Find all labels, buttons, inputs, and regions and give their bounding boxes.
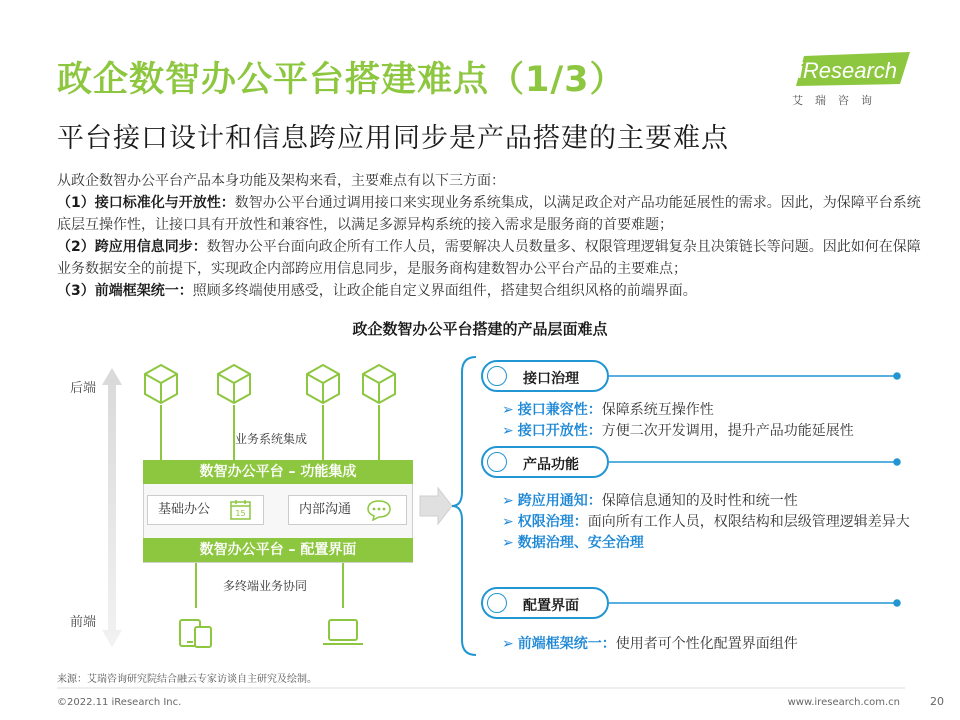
calendar-icon bbox=[230, 499, 252, 521]
bullet-key: 跨应用通知： bbox=[517, 493, 602, 509]
axis-top-label: 后端 bbox=[70, 381, 97, 396]
bullet-key: 权限治理： bbox=[517, 514, 588, 530]
page-subtitle: 平台接口设计和信息跨应用同步是产品搭建的主要难点 bbox=[57, 123, 729, 154]
section-pill-interface-governance bbox=[481, 360, 609, 392]
arrow-icon: ➢ bbox=[502, 636, 514, 652]
bullet-text: 保障系统互操作性 bbox=[601, 402, 714, 418]
list-item bbox=[502, 512, 912, 533]
arrow-icon: ➢ bbox=[502, 514, 514, 530]
section-bullets-config bbox=[502, 634, 922, 655]
intro-point-1-text: 数智办公平台通过调用接口来实现业务系统集成，以满足政企对产品功能延展性的需求。因此，为保障平台系统底层互操作性，让接口具有开放性和兼容性，以满足多源异构系统的接入需求是服务商的首要难题； bbox=[57, 195, 921, 233]
band-function-integration: 数智办公平台 – 功能集成 bbox=[143, 460, 413, 484]
list-item bbox=[502, 634, 922, 655]
list-item bbox=[502, 533, 912, 554]
section-pill-product-function bbox=[481, 446, 609, 478]
logo-text: iResearch bbox=[798, 58, 898, 83]
page-title: 政企数智办公平台搭建难点（1/3） bbox=[57, 60, 626, 100]
pill-circle-icon bbox=[487, 593, 507, 613]
arrow-icon: ➢ bbox=[502, 535, 514, 551]
diagram-title: 政企数智办公平台搭建的产品层面难点 bbox=[352, 320, 608, 338]
copyright: ©2022.11 iResearch Inc. bbox=[57, 697, 182, 708]
right-arrow-icon bbox=[420, 488, 452, 524]
cube-icon bbox=[145, 365, 177, 403]
arrow-icon: ➢ bbox=[502, 493, 514, 509]
pill-circle-icon bbox=[487, 366, 507, 386]
intro-point-2-text: 数智办公平台面向政企所有工作人员，需要解决人员数量多、权限管理逻辑复杂且决策链长等问题。因此如何在保障业务数据安全的前提下，实现政企内部跨应用信息同步，是服务商构建数智办公平台产品的主要难点； bbox=[57, 239, 921, 277]
list-item bbox=[502, 400, 922, 421]
bracket bbox=[452, 357, 476, 655]
multi-terminal-label: 多终端业务协同 bbox=[223, 579, 308, 593]
arrow-icon: ➢ bbox=[502, 423, 514, 439]
bullet-key: 前端框架统一： bbox=[517, 636, 616, 652]
bullet-key: 接口兼容性： bbox=[517, 402, 602, 418]
logo-cn-text: 艾瑞咨询 bbox=[792, 94, 884, 107]
bullet-text: 保障信息通知的及时性和统一性 bbox=[601, 493, 798, 509]
intro-point-3-key: （3）前端框架统一： bbox=[57, 283, 193, 299]
intro-point-1-key: （1）接口标准化与开放性： bbox=[57, 195, 235, 211]
integration-label: 业务系统集成 bbox=[235, 432, 308, 446]
band-config-interface: 数智办公平台 – 配置界面 bbox=[143, 538, 413, 562]
arrow-icon: ➢ bbox=[502, 402, 514, 418]
list-item bbox=[502, 421, 922, 442]
bullet-text: 面向所有工作人员，权限结构和层级管理逻辑差异大 bbox=[587, 514, 910, 530]
website-link[interactable]: www.iresearch.com.cn bbox=[787, 697, 900, 708]
bullet-text: 使用者可个性化配置界面组件 bbox=[615, 636, 798, 652]
backend-frontend-axis bbox=[102, 368, 122, 647]
cube-icon bbox=[218, 365, 250, 403]
section-title: 配置界面 bbox=[523, 598, 579, 614]
module-basic-office-label: 基础办公 bbox=[158, 502, 211, 517]
pill-circle-icon bbox=[487, 452, 507, 472]
bullet-text: 方便二次开发调用，提升产品功能延展性 bbox=[601, 423, 854, 439]
intro-lead: 从政企数智办公平台产品本身功能及架构来看，主要难点有以下三方面： bbox=[57, 173, 505, 189]
cube-icon bbox=[363, 365, 395, 403]
cube-icon bbox=[307, 365, 339, 403]
source-note: 来源：艾瑞咨询研究院结合融云专家访谈自主研究及绘制。 bbox=[57, 674, 317, 685]
cube-icons bbox=[145, 365, 395, 403]
calendar-day: 15 bbox=[235, 509, 246, 518]
axis-bottom-label: 前端 bbox=[70, 615, 97, 630]
section-bullets-product bbox=[502, 491, 912, 554]
section-title: 产品功能 bbox=[523, 457, 579, 473]
intro-point-2-key: （2）跨应用信息同步： bbox=[57, 239, 207, 255]
intro-point-3-text: 照顾多终端使用感受，让政企能自定义界面组件，搭建契合组织风格的前端界面。 bbox=[192, 283, 697, 299]
tablet-icon bbox=[180, 620, 211, 647]
section-bullets-interface bbox=[502, 400, 922, 442]
laptop-icon bbox=[323, 620, 363, 644]
module-internal-communication-label: 内部沟通 bbox=[299, 502, 352, 517]
section-pill-config-interface bbox=[481, 587, 609, 619]
page-number: 20 bbox=[930, 695, 944, 708]
bullet-key: 数据治理、安全治理 bbox=[517, 535, 644, 551]
bullet-key: 接口开放性： bbox=[517, 423, 602, 439]
chat-bubble-icon bbox=[366, 499, 392, 521]
list-item bbox=[502, 491, 912, 512]
section-title: 接口治理 bbox=[523, 371, 579, 387]
